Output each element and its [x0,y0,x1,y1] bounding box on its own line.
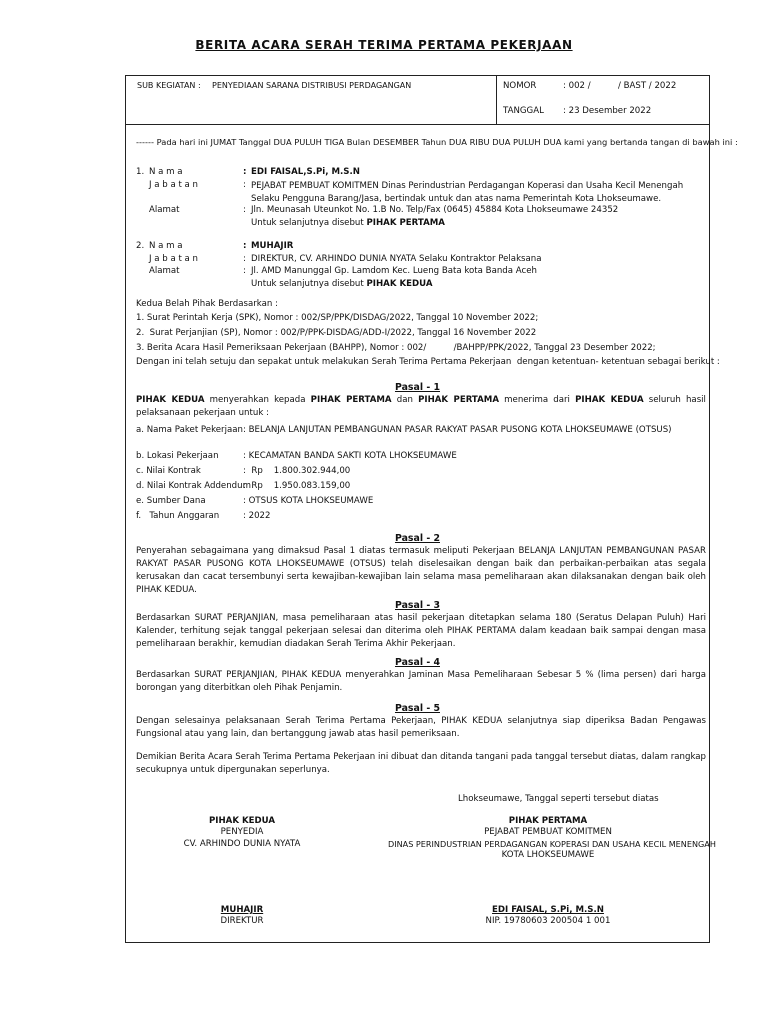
opening-line: ------ Pada hari ini JUMAT Tanggal DUA PULUH TIGA Bulan DESEMBER Tahun DUA RIBU DUA PULUH DUA kami yang bertanda tangan di bawah ini : [136,137,738,147]
party2-disebut-prefix: Untuk selanjutnya disebut [251,279,364,289]
party2-jabatan-value: DIREKTUR, CV. ARHINDO DUNIA NYATA Selaku Kontraktor Pelaksana [251,254,542,264]
pasal1-pihak-pertama-2: PIHAK PERTAMA [418,395,499,405]
party2-disebut [251,279,433,289]
pasal3-heading: Pasal - 3 [394,600,440,611]
party2-colon: : [243,241,247,251]
party2-number: 2. [136,241,145,251]
sign-left-name: MUHAJIR [220,905,264,915]
pasal5-heading: Pasal - 5 [394,703,440,714]
party2-alamat-label: Alamat [149,266,180,276]
party1-jabatan-value: PEJABAT PEMBUAT KOMITMEN Dinas Perindustrian Perdagangan Koperasi dan Usaha Kecil Menengah Selaku Pengguna Barang/Jasa, bertindak untuk dan atas nama Pemerintah Kota Lhokseumawe. [251,181,684,204]
pasal1-pihak-kedua-2: PIHAK KEDUA [575,395,644,405]
dasar-item-3: 3. Berita Acara Hasil Pemeriksaan Pekerjaan (BAHPP), Nomor : 002/ /BAHPP/PPK/2022, Tanggal 23 Desember 2022; [136,343,656,353]
pasal1-heading: Pasal - 1 [394,382,440,393]
pasal1-item-f-label: f. Tahun Anggaran [136,511,220,521]
closing-text: Demikian Berita Acara Serah Terima Pertama Pekerjaan ini dibuat dan ditanda tangani pada tanggal tersebut diatas, dalam rangkap secukupnya untuk dipergunakan seperlunya. [136,752,706,775]
header-column-divider [496,75,497,124]
dasar-item-1: 1. Surat Perintah Kerja (SPK), Nomor : 002/SP/PPK/DISDAG/2022, Tanggal 10 November 2022; [136,313,539,323]
pasal4-text: Berdasarkan SURAT PERJANJIAN, PIHAK KEDUA menyerahkan Jaminan Masa Pemeliharaan Sebesar 5 % (lima persen) dari harga borongan yang diterbitkan oleh Pihak Penjamin. [136,670,706,693]
nomor-label: NOMOR [503,81,537,91]
pasal1-text-3: menerima dari [498,395,576,405]
pasal1-item-b-value: : KECAMATAN BANDA SAKTI KOTA LHOKSEUMAWE [243,451,457,461]
party1-nama-label: N a m a [149,167,183,177]
document-title: BERITA ACARA SERAH TERIMA PERTAMA PEKERJAAN [195,38,573,52]
pasal2-heading: Pasal - 2 [394,533,440,544]
sub-kegiatan-label: SUB KEGIATAN : [137,81,201,90]
party2-disebut-value: PIHAK KEDUA [366,279,433,289]
pasal1-item-c-value: : Rp 1.800.302.944,00 [243,466,351,476]
place-date: Lhokseumawe, Tanggal seperti tersebut diatas [458,794,659,804]
sign-left-position: DIREKTUR [220,916,264,926]
sign-right-nip: NIP. 19780603 200504 1 001 [485,916,611,926]
party1-number: 1. [136,167,145,177]
party1-disebut-prefix: Untuk selanjutnya disebut [251,218,364,228]
party2-alamat-value: Jl. AMD Manunggal Gp. Lamdom Kec. Lueng Bata kota Banda Aceh [251,266,537,276]
party2-nama-label: N a m a [149,241,183,251]
sign-left-org: CV. ARHINDO DUNIA NYATA [183,839,301,849]
party1-jabatan-colon: : [243,180,246,190]
pasal2-text: Penyerahan sebagaimana yang dimaksud Pasal 1 diatas termasuk meliputi Pekerjaan BELANJA LANJUTAN PEMBANGUNAN PASAR RAKYAT PASAR PUSONG KOTA LHOKSEUMAWE (OTSUS) telah diselesaikan dengan baik dan perbaikan-perbaikan atas segala kerusakan dan cacat tersembunyi serta kewajiban-kewajiban lain selama masa pemeliharaan akan dilaksanakan dengan baik oleh PIHAK KEDUA. [136,546,706,595]
pasal1-text [136,394,706,420]
sign-right-org1: DINAS PERINDUSTRIAN PERDAGANGAN KOPERASI DAN USAHA KECIL MENENGAH [388,839,716,849]
tanggal-value: : 23 Desember 2022 [563,106,652,116]
sign-right-role: PEJABAT PEMBUAT KOMITMEN [484,827,612,837]
pasal3-text: Berdasarkan SURAT PERJANJIAN, masa pemeliharaan atas hasil pekerjaan ditetapkan selama 180 (Seratus Delapan Puluh) Hari Kalender, terhitung sejak tanggal pekerjaan selesai dan diterima oleh PIHAK PERTAMA dalam keadaan baik sampai dengan masa pemeliharaan berakhir, kemudian diadakan Serah Terima Akhir Pekerjaan. [136,613,706,649]
pasal1-pihak-kedua: PIHAK KEDUA [136,395,205,405]
sign-left-title: PIHAK KEDUA [208,816,276,826]
pasal1-text-2: dan [391,395,419,405]
party2-nama-value: MUHAJIR [251,241,294,251]
nomor-value: : 002 / / BAST / 2022 [563,81,677,91]
party1-nama-value: EDI FAISAL,S.Pi, M.S.N [251,167,360,177]
sub-kegiatan-value: PENYEDIAAN SARANA DISTRIBUSI PERDAGANGAN [212,81,412,90]
pasal1-item-c-label: c. Nilai Kontrak [136,466,201,476]
tanggal-label: TANGGAL [503,106,544,116]
party2-jabatan-colon: : [243,254,246,264]
party1-jabatan-label: J a b a t a n [149,180,198,190]
pasal1-item-d-value: : Rp 1.950.083.159,00 [243,481,351,491]
pasal1-text-4: seluruh hasil pelaksanaan pekerjaan untuk : [136,395,706,418]
pasal1-pihak-pertama: PIHAK PERTAMA [310,395,392,405]
party1-alamat-colon: : [243,205,246,215]
dasar-intro: Kedua Belah Pihak Berdasarkan : [136,299,278,309]
pasal1-item-e-label: e. Sumber Dana [136,496,206,506]
sign-right-org2: KOTA LHOKSEUMAWE [501,850,595,860]
pasal1-item-b-label: b. Lokasi Pekerjaan [136,451,219,461]
pasal1-text-1: menyerahkan kepada [204,395,311,405]
pasal1-item-a-label: a. Nama Paket Pekerjaan [136,425,243,435]
party2-alamat-colon: : [243,266,246,276]
party1-alamat-value: Jln. Meunasah Uteunkot No. 1.B No. Telp/Fax (0645) 45884 Kota Lhokseumawe 24352 [251,205,619,215]
pasal4-heading: Pasal - 4 [394,657,440,668]
dasar-item-2: 2. Surat Perjanjian (SP), Nomor : 002/P/PPK-DISDAG/ADD-I/2022, Tanggal 16 November 2022 [136,328,537,338]
pasal1-item-d-label: d. Nilai Kontrak Addendum [136,481,251,491]
pasal5-text: Dengan selesainya pelaksanaan Serah Terima Pertama Pekerjaan, PIHAK KEDUA selanjutnya siap diperiksa Badan Pengawas Fungsional atau yang lain, dan bertanggung jawab atas hasil pemeriksaan. [136,716,706,739]
sign-right-title: PIHAK PERTAMA [508,816,588,826]
party1-alamat-label: Alamat [149,205,180,215]
party1-colon: : [243,167,247,177]
pasal1-item-e-value: : OTSUS KOTA LHOKSEUMAWE [243,496,374,506]
party1-disebut [251,218,445,228]
header-divider [125,124,710,125]
dasar-closing: Dengan ini telah setuju dan sepakat untuk melakukan Serah Terima Pertama Pekerjaan dengan ketentuan- ketentuan sebagai berikut : [136,357,720,367]
sign-left-role: PENYEDIA [220,827,264,837]
party1-disebut-value: PIHAK PERTAMA [366,218,445,228]
pasal1-item-f-value: : 2022 [243,511,271,521]
pasal1-item-a-value: : BELANJA LANJUTAN PEMBANGUNAN PASAR RAKYAT PASAR PUSONG KOTA LHOKSEUMAWE (OTSUS) [243,425,672,435]
sign-right-name: EDI FAISAL, S.Pi, M.S.N [492,905,604,915]
party2-jabatan-label: J a b a t a n [149,254,198,264]
